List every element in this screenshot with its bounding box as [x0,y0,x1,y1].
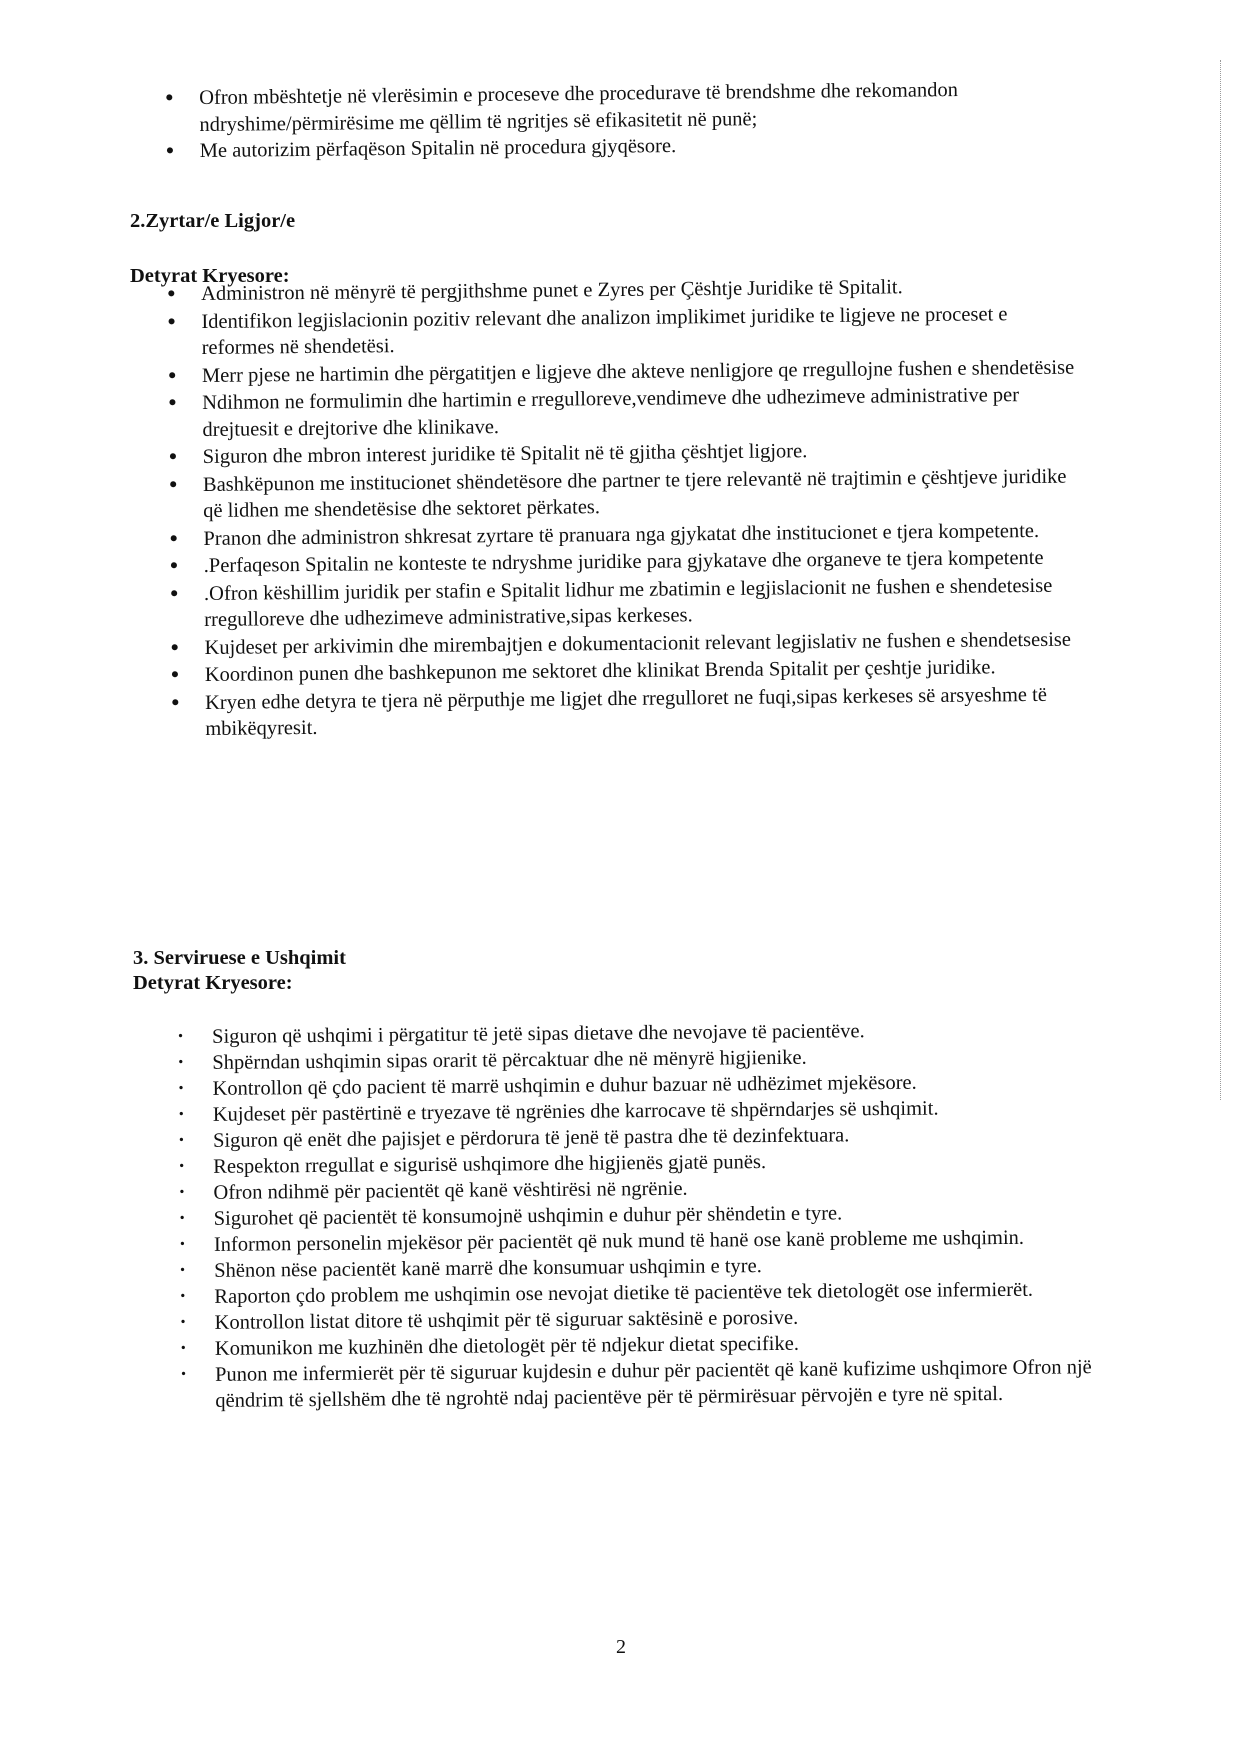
list-item: ● Identifikon legjislacionin pozitiv relevant dhe analizon implikimet juridike te ligjeve ne proceset e reformes në shendetësi. [167,302,1008,359]
bullet-icon: • [178,1055,184,1071]
section-3-subtitle: Detyrat Kryesore: [133,972,293,994]
bullet-icon: ● [168,449,178,465]
section-1-duties [0,74,1241,166]
bullet-icon: ● [167,367,177,383]
list-item: • Kujdeset për pastërtinë e tryezave të ngrënies dhe karrocave të shpërndarjes së ushqimit. [213,1094,1093,1128]
list-item: ● Kryen edhe detyra te tjera në përputhje me ligjet dhe rregulloret ne fuqi,sipas kerkeses së arsyeshme të mbikëqyresit. [170,683,1048,740]
bullet-icon: ● [167,286,176,302]
list-item: • Informon personelin mjekësor për pacientët që nuk mund të hanë ose kanë probleme me ushqimin. [214,1224,1094,1258]
bullet-icon: ● [170,639,180,655]
bullet-icon: • [179,1185,185,1201]
bullet-icon: • [178,1081,184,1097]
section-2-subtitle: Detyrat Kryesore: [130,265,290,287]
list-item: ● Me autorizim përfaqëson Spitalin në procedura gjyqësore. [200,129,1080,165]
section-2-title: 2.Zyrtar/e Ligjor/e [130,210,296,232]
list-item: • Punon me infermierët për të siguruar kujdesin e duhur për pacientët që kanë kufizime ushqimore Ofron një qëndrim të sjellshëm dhe të ngrohtë ndaj pacientëve për të përmirësuar përvojën e tyre në spital. [180,1356,1092,1412]
bullet-icon: • [180,1289,186,1305]
list-item: • Kontrollon që çdo pacient të marrë ushqimin e duhur bazuar në udhëzimet mjekësore. [212,1068,1092,1102]
bullet-icon: ● [168,476,178,492]
bullet-icon: • [180,1263,186,1279]
bullet-icon: ● [169,585,179,601]
list-item: ● Administron në mënyrë të pergjithshme punet e Zyres per Çështje Juridike të Spitalit. [201,273,1081,308]
bullet-icon: • [180,1367,187,1383]
bullet-icon: • [178,1133,184,1149]
list-item: • Shpërndan ushqimin sipas orarit të përcaktuar dhe në mënyrë higjienike. [212,1042,1092,1076]
list-item: ● Pranon dhe administron shkresat zyrtare të pranuara nga gjykatat dhe institucionet e tjera kompetente. [203,517,1083,552]
page-number: 2 [616,1636,626,1658]
duty-list [0,74,1241,166]
list-item: • Kontrollon listat ditore të ushqimit për të siguruar saktësinë e porosive. [214,1302,1094,1336]
duty-list [0,1015,1241,1416]
list-item: • Respekton rregullat e sigurisë ushqimore dhe higjienës gjatë punës. [213,1146,1093,1180]
bullet-icon: ● [165,90,174,106]
list-item: ● Kujdeset per arkivimin dhe mirembajtjen e dokumentacionit relevant legjislativ ne fushen e shendetsesise [204,626,1084,661]
list-item: ● Merr pjese ne hartimin dhe përgatitjen e ligjeve dhe akteve nenligjore qe rregullojne fushen e shendetësise [202,354,1082,389]
list-item: • Shënon nëse pacientët kanë marrë dhe konsumuar ushqimin e tyre. [214,1250,1094,1284]
list-item: • Komunikon me kuzhinën dhe dietologët për të ndjekur dietat specifike. [215,1328,1095,1362]
list-item: • Raporton çdo problem me ushqimin ose nevojat dietike të pacientëve tek dietologët ose infermierët. [214,1276,1094,1310]
bullet-icon: • [179,1159,185,1175]
list-item: ● Ofron mbështetje në vlerësimin e proceseve dhe procedurave të brendshme dhe rekomandon ndryshime/përmirësime me qëllim të ngritjes së efikasitetit në punë; [165,79,958,136]
bullet-icon: ● [169,530,179,546]
list-item: ● Siguron dhe mbron interest juridike të Spitalit në të gjitha çështjet ligjore. [203,436,1083,471]
bullet-icon: • [179,1211,185,1227]
list-item: ● Ndihmon ne formulimin dhe hartimin e rregulloreve,vendimeve dhe udhezimeve administrative per drejtuesit e drejtorive dhe klinikave. [168,384,1020,441]
bullet-icon: ● [170,694,180,710]
bullet-icon: • [180,1341,186,1357]
duty-list [0,271,1241,744]
list-item: • Ofron ndihmë për pacientët që kanë vështirësi në ngrënie. [213,1172,1093,1206]
list-item: • Siguron që ushqimi i përgatitur të jetë sipas dietave dhe nevojave të pacientëve. [212,1016,1092,1050]
list-item: ● .Ofron këshillim juridik per stafin e Spitalit lidhur me zbatimin e legjislacionit ne fushen e shendetesise rregulloreve dhe udhezimeve administrative,sipas kerkeses. [169,574,1053,631]
bullet-icon: ● [167,313,176,329]
bullet-icon: ● [169,558,179,574]
bullet-icon: ● [170,667,180,683]
bullet-icon: • [178,1107,184,1123]
section-2-duties [0,271,1241,745]
bullet-icon: • [178,1029,184,1045]
bullet-icon: ● [168,395,177,411]
list-item: ● .Perfaqeson Spitalin ne konteste te ndryshme juridike para gjykatave dhe organeve te tjera kompetente [204,545,1084,580]
section-3-title: 3. Serviruese e Ushqimit [133,947,346,969]
list-item: ● Bashkëpunon me institucionet shëndetësore dhe partner te tjere relevantë në trajtimin e çështjeve juridike që lidhen me shendetësise dhe sektoret përkates. [168,465,1067,522]
section-3-duties [0,1015,1241,1416]
bullet-icon: ● [165,143,175,159]
list-item: • Sigurohet që pacientët të konsumojnë ushqimin e duhur për shëndetin e tyre. [214,1198,1094,1232]
list-item: • Siguron që enët dhe pajisjet e përdorura të jenë të pastra dhe të dezinfektuara. [213,1120,1093,1154]
bullet-icon: • [180,1315,186,1331]
list-item: ● Koordinon punen dhe bashkepunon me sektoret dhe klinikat Brenda Spitalit per çeshtje juridike. [205,654,1085,689]
bullet-icon: • [179,1237,185,1253]
